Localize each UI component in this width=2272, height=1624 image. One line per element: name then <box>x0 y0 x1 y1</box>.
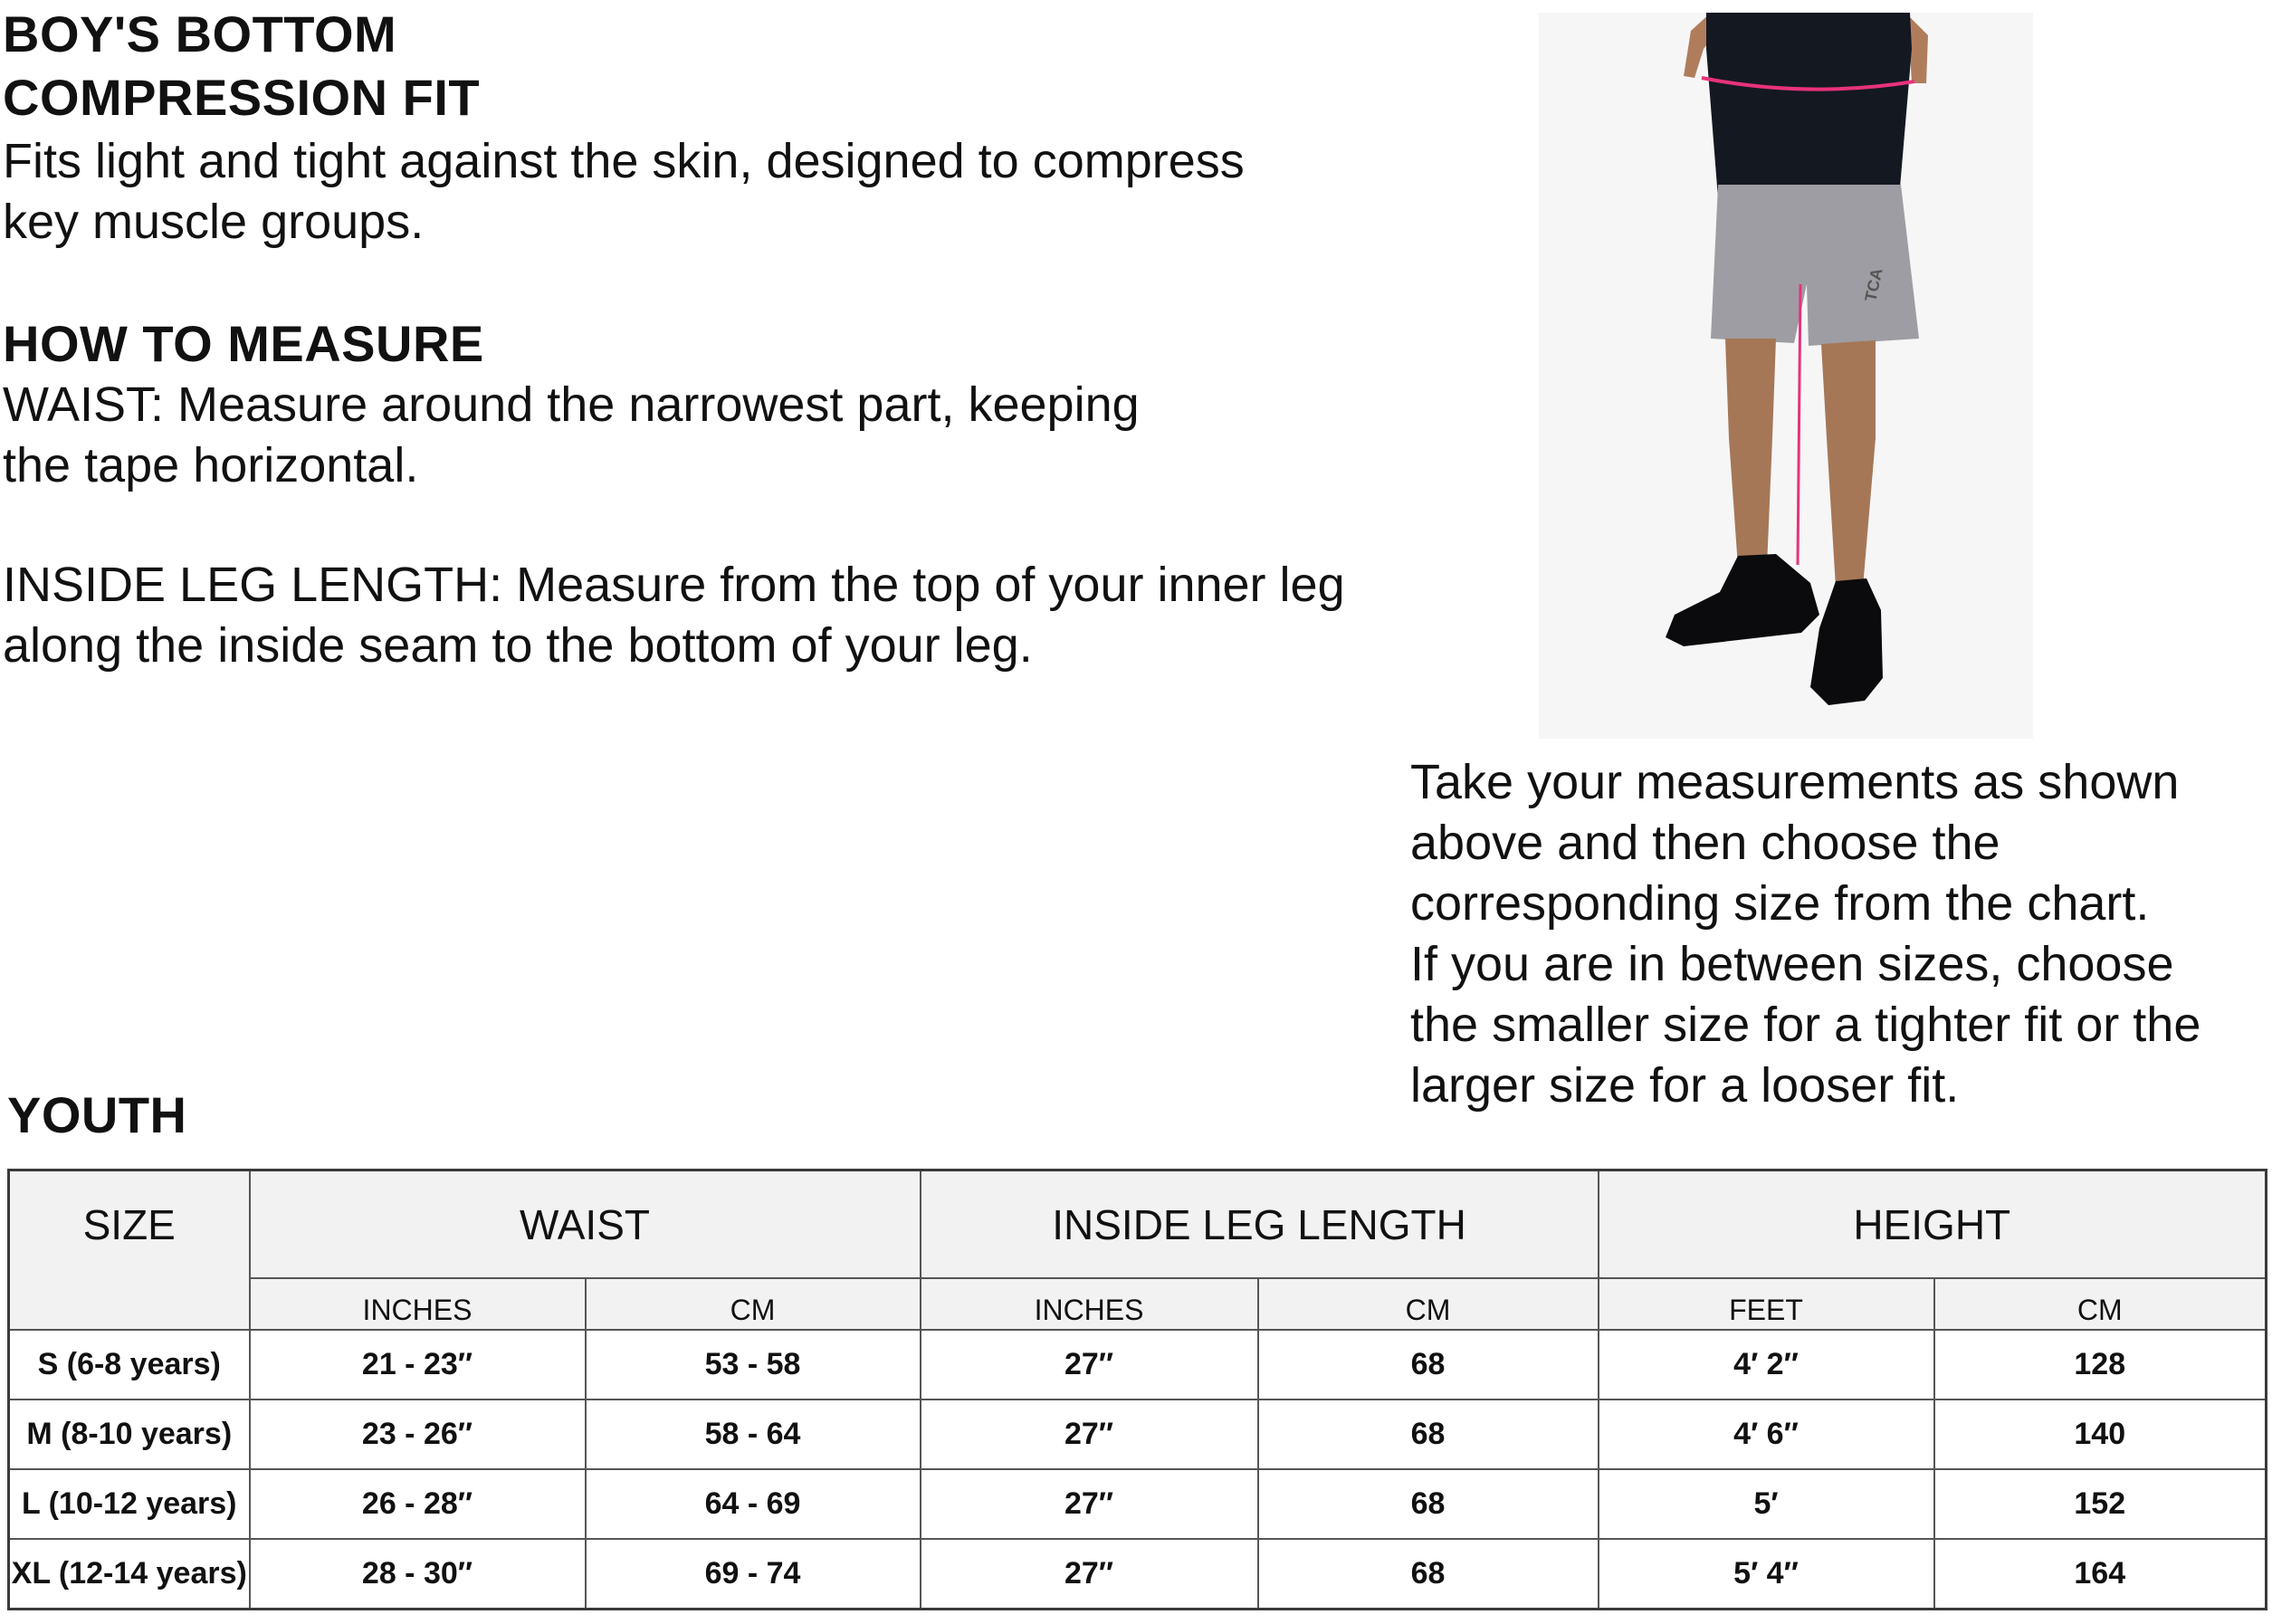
leg-inches-cell: 27″ <box>921 1330 1258 1400</box>
inside-leg-instructions <box>3 555 1415 676</box>
sizing-advice-line-6: larger size for a looser fit. <box>1410 1058 1960 1113</box>
inside-leg-instructions-line-1: INSIDE LEG LENGTH: Measure from the top of your inner leg <box>3 558 1345 612</box>
youth-section-title: YOUTH <box>7 1086 187 1143</box>
sizing-advice-line-4: If you are in between sizes, choose <box>1410 937 2174 991</box>
height-header: HEIGHT <box>1599 1170 2267 1279</box>
waist-instructions-line-1: WAIST: Measure around the narrowest part, keeping <box>3 377 1140 432</box>
fit-description <box>3 131 1379 253</box>
size-cell: L (10-12 years) <box>9 1469 250 1539</box>
waist-cm-cell: 53 - 58 <box>586 1330 921 1400</box>
height-feet-cell: 4′ 6″ <box>1599 1400 1934 1469</box>
waist-inches-cell: 23 - 26″ <box>250 1400 586 1469</box>
inside-leg-instructions-line-2: along the inside seam to the bottom of your leg. <box>3 618 1033 673</box>
height-cm-cell: 164 <box>1934 1539 2267 1610</box>
sizing-advice-line-1: Take your measurements as shown <box>1410 755 2180 809</box>
size-cell: S (6-8 years) <box>9 1330 250 1400</box>
leg-inches-cell: 27″ <box>921 1469 1258 1539</box>
waist-inches-subheader: INCHES <box>250 1278 586 1330</box>
sizing-advice-line-2: above and then choose the <box>1410 816 2000 870</box>
how-to-measure-heading: HOW TO MEASURE <box>3 315 484 372</box>
table-subheader-row <box>9 1278 2267 1330</box>
table-row <box>9 1469 2267 1539</box>
leg-inches-cell: 27″ <box>921 1539 1258 1610</box>
waist-header: WAIST <box>250 1170 921 1279</box>
fit-description-line-1: Fits light and tight against the skin, designed to compress <box>3 134 1245 188</box>
waist-inches-cell: 21 - 23″ <box>250 1330 586 1400</box>
waist-inches-cell: 26 - 28″ <box>250 1469 586 1539</box>
table-row <box>9 1539 2267 1610</box>
size-chart-table <box>7 1169 2267 1610</box>
waist-instructions <box>3 375 1270 496</box>
height-cm-cell: 152 <box>1934 1469 2267 1539</box>
waist-cm-subheader: CM <box>586 1278 921 1330</box>
waist-cm-cell: 58 - 64 <box>586 1400 921 1469</box>
table-header-row <box>9 1170 2267 1279</box>
brand-mark: TCA <box>1861 266 1886 303</box>
height-cm-cell: 140 <box>1934 1400 2267 1469</box>
waist-cm-cell: 64 - 69 <box>586 1469 921 1539</box>
leg-cm-cell: 68 <box>1258 1400 1599 1469</box>
title-line-2: COMPRESSION FIT <box>3 69 481 126</box>
height-cm-subheader: CM <box>1934 1278 2267 1330</box>
size-cell: XL (12-14 years) <box>9 1539 250 1610</box>
leg-inches-cell: 27″ <box>921 1400 1258 1469</box>
height-feet-cell: 4′ 2″ <box>1599 1330 1934 1400</box>
size-header: SIZE <box>9 1170 250 1331</box>
waist-inches-cell: 28 - 30″ <box>250 1539 586 1610</box>
model-photo <box>1539 13 2033 739</box>
waist-cm-cell: 69 - 74 <box>586 1539 921 1610</box>
model-illustration <box>1539 13 2033 739</box>
leg-inches-subheader: INCHES <box>921 1278 1258 1330</box>
sizing-advice <box>1410 752 2270 1116</box>
size-cell: M (8-10 years) <box>9 1400 250 1469</box>
table-row <box>9 1330 2267 1400</box>
sizing-advice-line-5: the smaller size for a tighter fit or the <box>1410 998 2201 1052</box>
waist-instructions-line-2: the tape horizontal. <box>3 438 419 492</box>
inside-leg-header: INSIDE LEG LENGTH <box>921 1170 1599 1279</box>
leg-cm-cell: 68 <box>1258 1330 1599 1400</box>
sizing-advice-line-3: corresponding size from the chart. <box>1410 876 2150 931</box>
table-row <box>9 1400 2267 1469</box>
height-feet-subheader: FEET <box>1599 1278 1934 1330</box>
leg-cm-subheader: CM <box>1258 1278 1599 1330</box>
title-line-1: BOY'S BOTTOM <box>3 5 397 62</box>
leg-cm-cell: 68 <box>1258 1469 1599 1539</box>
leg-cm-cell: 68 <box>1258 1539 1599 1610</box>
fit-description-line-2: key muscle groups. <box>3 195 425 249</box>
page-title <box>3 3 1089 129</box>
height-feet-cell: 5′ 4″ <box>1599 1539 1934 1610</box>
inside-leg-measure-line <box>1798 284 1800 565</box>
height-cm-cell: 128 <box>1934 1330 2267 1400</box>
height-feet-cell: 5′ <box>1599 1469 1934 1539</box>
